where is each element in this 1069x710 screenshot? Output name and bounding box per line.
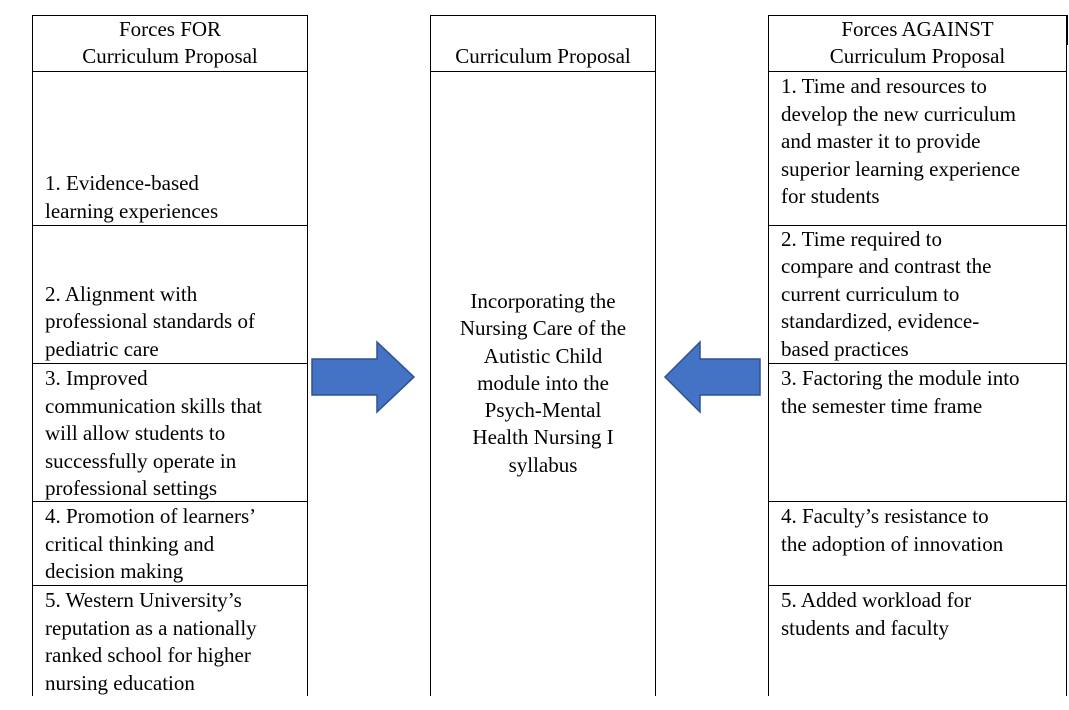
forces-for-column [32,15,308,696]
against-item-3 [769,364,1066,502]
against-item-4-text: 4. Faculty’s resistance to the adoption of innovation [781,504,1004,556]
for-item-3-text: 3. Improved communication skills that will allow students to successfully operate in professional settings [45,366,262,500]
against-item-3-text: 3. Factoring the module into the semester time frame [781,366,1020,418]
against-item-2 [769,226,1066,364]
right-arrow-shape [312,342,414,412]
right-arrow-icon [310,340,418,414]
curriculum-proposal-text: Incorporating the Nursing Care of the Autistic Child module into the Psych-Mental Health Nursing I syllabus [459,289,627,477]
curriculum-proposal-header: Curriculum Proposal [431,16,655,72]
for-item-3 [33,364,307,502]
against-item-5-text: 5. Added workload for students and faculty [781,588,972,640]
right-edge-line [1066,15,1068,45]
curriculum-proposal-column [430,15,656,696]
left-arrow-shape [665,342,760,412]
forces-for-header: Forces FOR Curriculum Proposal [33,16,307,72]
for-item-2-text: 2. Alignment with professional standards of pediatric care [45,281,255,361]
against-item-1-text: 1. Time and resources to develop the new curriculum and master it to provide superior learning experience for students [781,74,1021,208]
against-item-4 [769,502,1066,586]
against-item-5 [769,586,1066,697]
for-item-1-text: 1. Evidence-based learning experiences [45,171,219,223]
against-item-1 [769,72,1066,226]
for-item-5 [33,586,307,697]
for-item-4-text: 4. Promotion of learners’ critical thinking and decision making [45,504,257,583]
forces-against-header: Forces AGAINST Curriculum Proposal [769,16,1066,72]
left-arrow-icon [662,340,762,414]
for-item-1 [33,72,307,226]
for-item-5-text: 5. Western University’s reputation as a nationally ranked school for higher nursing education [45,588,257,695]
against-item-2-text: 2. Time required to compare and contrast the current curriculum to standardized, evidence- based practices [781,226,992,361]
for-item-4 [33,502,307,586]
forces-against-column [768,15,1067,696]
for-item-2 [33,226,307,364]
